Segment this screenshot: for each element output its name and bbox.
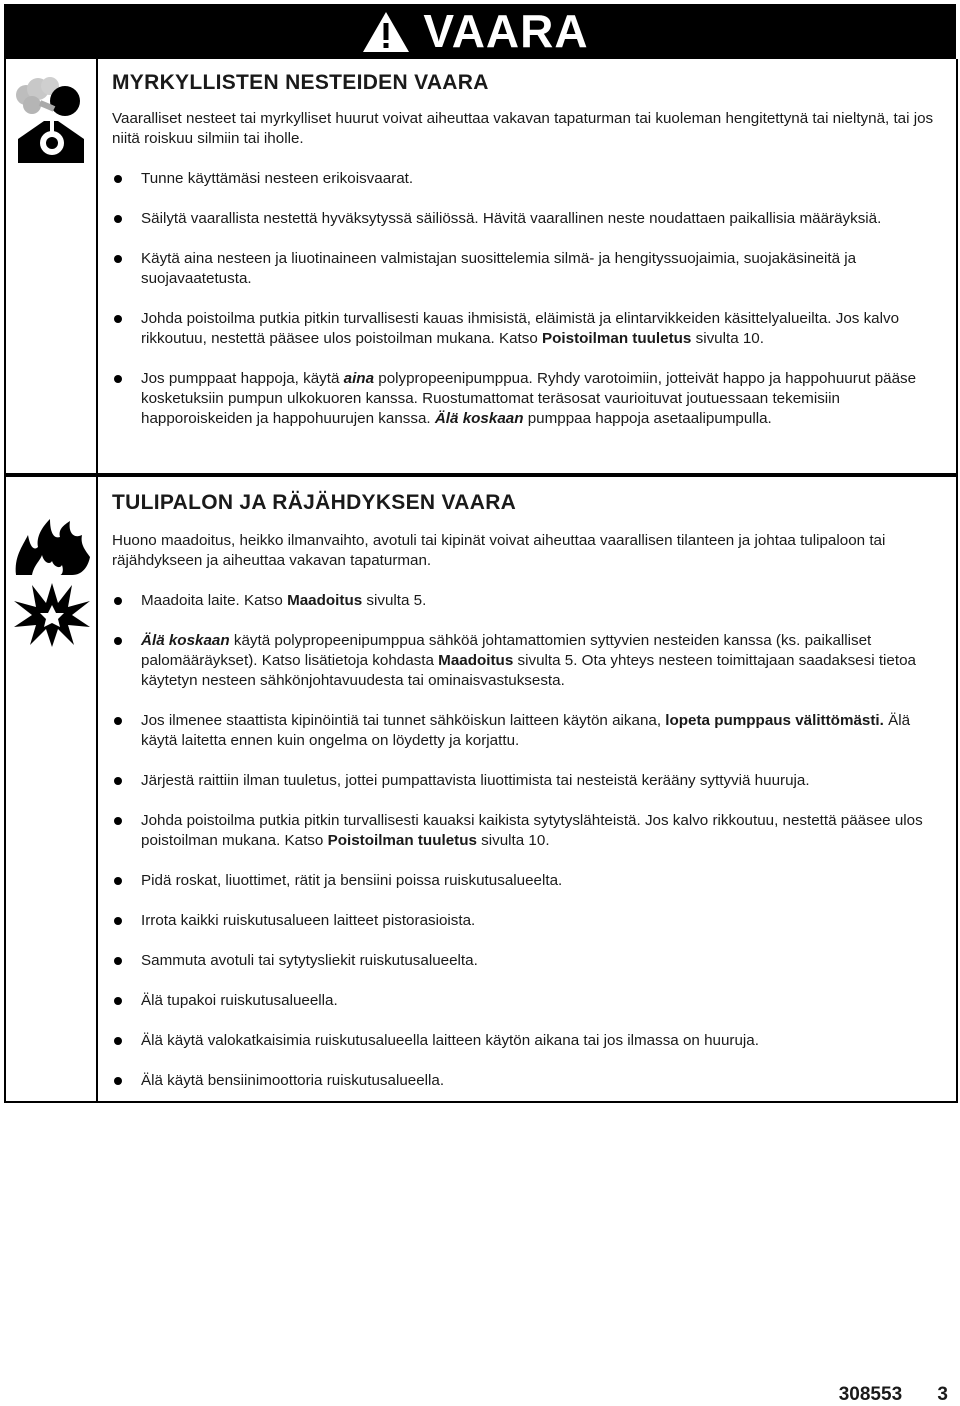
list-item-text: Jos ilmenee staattista kipinöintiä tai tunnet sähköiskun laitteen käytön aikana, xyxy=(141,712,666,729)
banner-title: VAARA xyxy=(423,5,589,57)
list-item xyxy=(112,951,942,971)
list-item-text: Maadoitus xyxy=(438,652,514,669)
list-item xyxy=(112,911,942,931)
list-item-text: Älä tupakoi ruiskutusalueella. xyxy=(141,992,338,1009)
list-item-text: sivulta 5. Ota yhteys nesteen toimittajaan saadaksesi tietoa käytetyn nesteen sähkönjohtavuudesta tai ominaisvastuksesta. xyxy=(141,652,916,689)
hazard-icon-column xyxy=(6,477,98,1101)
hazard-icon-column xyxy=(6,59,98,473)
bullet-icon xyxy=(114,597,122,605)
list-item-text: Käytä aina nesteen ja liuotinaineen valmistajan suosittelemia silmä- ja hengityssuojaimia, suojakäsineitä ja suojavaatetusta. xyxy=(141,250,857,287)
list-item-text: Älä käytä laitetta ennen kuin ongelma on löydetty ja korjattu. xyxy=(141,712,911,749)
bullet-icon xyxy=(114,375,122,383)
list-item-text: lopeta pumppaus välittömästi. xyxy=(665,712,884,729)
fire-explosion-hazard-panel xyxy=(4,475,958,1103)
list-item-text: Älä käytä bensiinimoottoria ruiskutusalueella. xyxy=(141,1072,445,1089)
fire-icon xyxy=(12,517,92,577)
list-item-text: Älä koskaan xyxy=(434,410,524,427)
list-item xyxy=(112,209,942,229)
list-item-text: Sammuta avotuli tai sytytysliekit ruiskutusalueelta. xyxy=(141,952,478,969)
fire-intro: Huono maadoitus, heikko ilmanvaihto, avotuli tai kipinät voivat aiheuttaa vaarallisen tilanteen ja johtaa tulipaloon tai räjähdykseen ja aiheuttaa vakavan tapaturman. xyxy=(112,532,886,569)
list-item-text: Tunne käyttämäsi nesteen erikoisvaarat. xyxy=(141,170,414,187)
list-item xyxy=(112,711,942,751)
warning-triangle-icon xyxy=(361,10,411,54)
section-heading-fire: TULIPALON JA RÄJÄHDYKSEN VAARA xyxy=(112,491,517,514)
toxic-fumes-icon xyxy=(10,73,92,165)
page-number: 3 xyxy=(937,1384,948,1405)
list-item-text: Järjestä raittiin ilman tuuletus, jottei pumpattavista liuottimista tai nesteistä kerääny syttyviä huuruja. xyxy=(141,772,810,789)
bullet-icon xyxy=(114,957,122,965)
fire-content xyxy=(112,477,942,1091)
list-item-text: Älä koskaan xyxy=(141,632,230,649)
list-item-text: sivulta 10. xyxy=(691,330,764,347)
bullet-icon xyxy=(114,717,122,725)
bullet-icon xyxy=(114,917,122,925)
list-item-text: Säilytä vaarallista nestettä hyväksytyssä säiliössä. Hävitä vaarallinen neste noudattaen paikallisia määräyksiä. xyxy=(141,210,882,227)
list-item xyxy=(112,991,942,1011)
list-item-text: Poistoilman tuuletus xyxy=(542,330,692,347)
bullet-icon xyxy=(114,1037,122,1045)
list-item-text: Älä käytä valokatkaisimia ruiskutusalueella laitteen käytön aikana tai jos ilmassa on huuruja. xyxy=(141,1032,759,1049)
list-item-text: Johda poistoilma putkia pitkin turvallisesti kauas ihmisistä, eläimistä ja elintarvikkeiden käsittelyalueilta. Jos kalvo rikkoutuu, nestettä pääsee ulos poistoilman mukana. Katso xyxy=(141,310,900,347)
list-item-text: Pidä roskat, liuottimet, rätit ja bensiini poissa ruiskutusalueelta. xyxy=(141,872,563,889)
bullet-icon xyxy=(114,1077,122,1085)
explosion-icon xyxy=(12,581,92,647)
page-footer xyxy=(839,1384,948,1406)
bullet-icon xyxy=(114,777,122,785)
section-heading-toxic: MYRKYLLISTEN NESTEIDEN VAARA xyxy=(112,71,489,94)
bullet-icon xyxy=(114,817,122,825)
list-item-text: polypropeenipumppua. Ryhdy varotoimiin, jotteivät happo ja happohuurut pääse kosketuksiin pumpun ulkokuoren kanssa. Ruostumattomat teräsosat vaurioituvat joutuessaan tekemisiin happoroiskeiden ja happohuurujen kanssa. xyxy=(141,370,917,427)
list-item xyxy=(112,369,942,429)
list-item-text: aina xyxy=(343,370,375,387)
list-item-text: käytä polypropeenipumppua sähköä johtamattomien syttyvien nesteiden kanssa (ks. paikalliset palomääräykset). Katso lisätietoja kohdasta xyxy=(141,632,872,669)
list-item xyxy=(112,249,942,289)
list-item-text: sivulta 5. xyxy=(362,592,427,609)
toxic-fluid-hazard-panel xyxy=(4,59,958,475)
list-item-text: Poistoilman tuuletus xyxy=(327,832,477,849)
toxic-list xyxy=(112,169,942,429)
list-item-text: Johda poistoilma putkia pitkin turvallisesti kauaksi kaikista sytytyslähteistä. Jos kalvo rikkoutuu, nestettä pääsee ulos poistoilman mukana. Katso xyxy=(141,812,923,849)
danger-banner xyxy=(4,4,956,59)
list-item-text: Jos pumppaat happoja, käytä xyxy=(141,370,344,387)
list-item xyxy=(112,771,942,791)
bullet-icon xyxy=(114,215,122,223)
list-item xyxy=(112,1031,942,1051)
bullet-icon xyxy=(114,175,122,183)
list-item xyxy=(112,811,942,851)
bullet-icon xyxy=(114,637,122,645)
list-item-text: pumppaa happoja asetaalipumpulla. xyxy=(523,410,772,427)
list-item-text: Maadoita laite. Katso xyxy=(141,592,288,609)
bullet-icon xyxy=(114,315,122,323)
list-item xyxy=(112,1071,942,1091)
list-item xyxy=(112,871,942,891)
list-item-text: sivulta 10. xyxy=(476,832,550,849)
list-item xyxy=(112,169,942,189)
fire-list xyxy=(112,591,942,1091)
toxic-intro: Vaaralliset nesteet tai myrkylliset huurut voivat aiheuttaa vakavan tapaturman tai kuoleman hengitettynä tai nieltynä, tai jos niitä roiskuu silmiin tai iholle. xyxy=(112,110,934,147)
bullet-icon xyxy=(114,997,122,1005)
document-number: 308553 xyxy=(838,1384,903,1405)
list-item-text: Irrota kaikki ruiskutusalueen laitteet pistorasioista. xyxy=(141,912,476,929)
toxic-content xyxy=(112,59,942,429)
bullet-icon xyxy=(114,877,122,885)
list-item-text: Maadoitus xyxy=(287,592,363,609)
list-item xyxy=(112,309,942,349)
list-item xyxy=(112,591,942,611)
list-item xyxy=(112,631,942,691)
bullet-icon xyxy=(114,255,122,263)
